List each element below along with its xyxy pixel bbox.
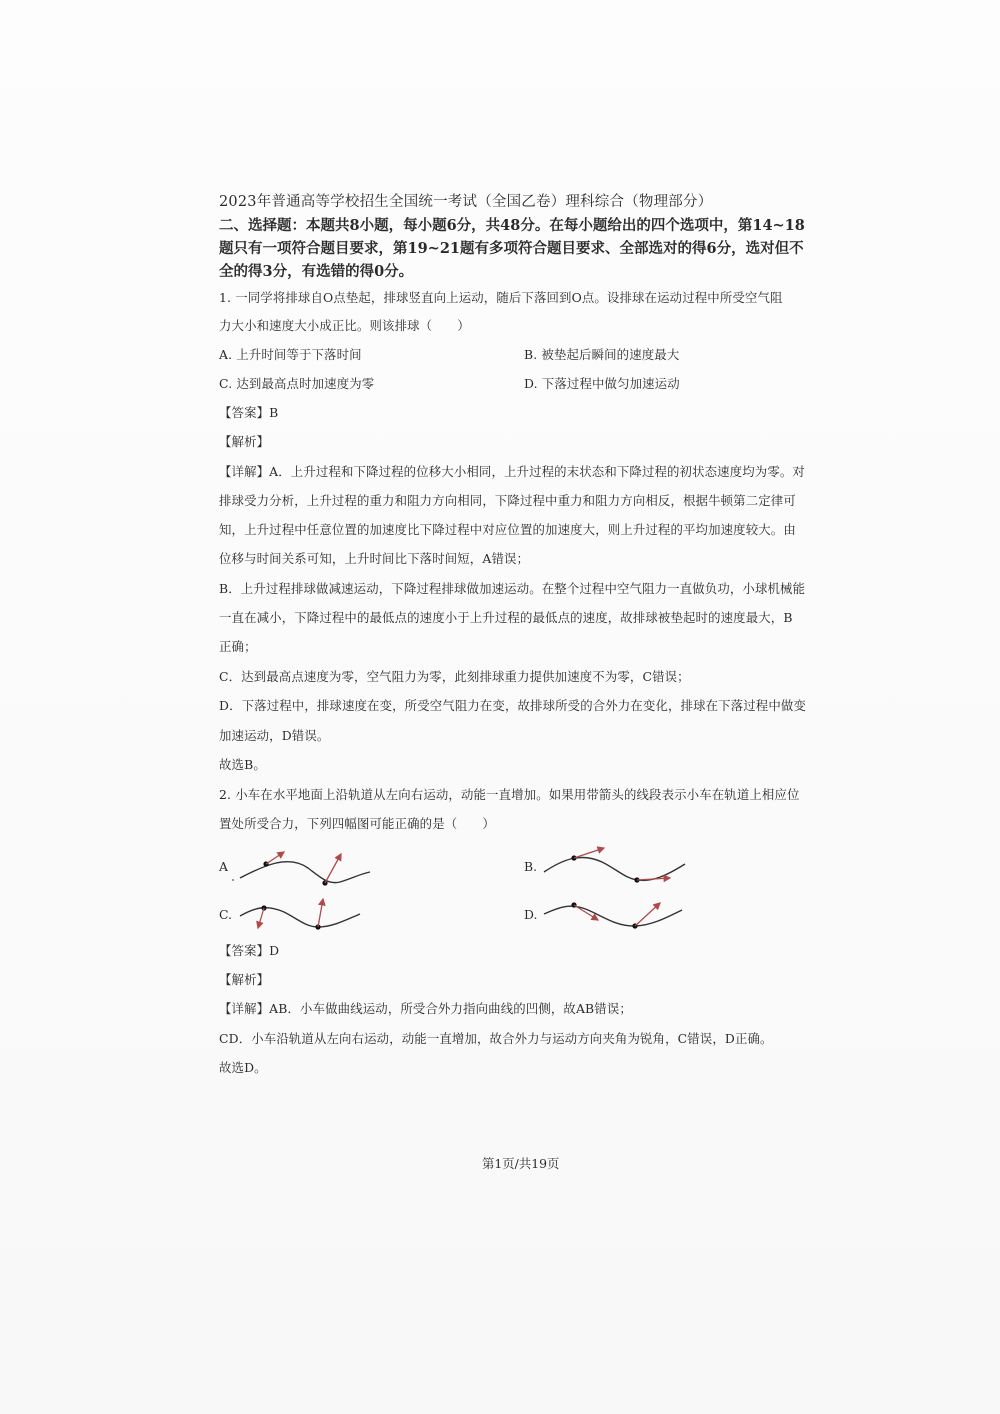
q1-detail-line-8: C．达到最高点速度为零，空气阻力为零，此刻排球重力提供加速度不为零，C错误； bbox=[219, 669, 690, 684]
q1-detail-line-10: 加速运动，D错误。 bbox=[219, 728, 330, 743]
q1-detail-line-5: B．上升过程排球做减速运动，下降过程排球做加速运动。在整个过程中空气阻力一直做负功，小球机械能 bbox=[219, 581, 806, 596]
q2-figure-b bbox=[540, 840, 690, 892]
q1-answer: 【答案】B bbox=[219, 405, 279, 420]
q1-option-a: A. 上升时间等于下落时间 bbox=[219, 347, 362, 362]
q1-detail-line-2: 排球受力分析，上升过程的重力和阻力方向相同，下降过程中重力和阻力方向相反，根据牛顿第二定律可 bbox=[219, 493, 796, 508]
q1-stem-line-1: 1. 一同学将排球自O点垫起，排球竖直向上运动，随后下落回到O点。设排球在运动过程中所受空气阻 bbox=[219, 290, 783, 305]
q1-detail-line-1: 【详解】A．上升过程和下降过程的位移大小相同，上升过程的末状态和下降过程的初状态速度均为零。对 bbox=[219, 464, 805, 479]
section-instructions-line-3: 全的得3分，有选错的得0分。 bbox=[219, 263, 414, 280]
q1-option-d: D. 下落过程中做匀加速运动 bbox=[524, 376, 680, 391]
q2-detail-line-1: 【详解】AB．小车做曲线运动，所受合外力指向曲线的凹侧，故AB错误； bbox=[219, 1001, 632, 1016]
q2-detail-line-3: 故选D。 bbox=[219, 1060, 267, 1075]
q2-stem-line-1: 2. 小车在水平地面上沿轨道从左向右运动，动能一直增加。如果用带箭头的线段表示小车在轨道上相应位 bbox=[219, 787, 800, 802]
force-arrow bbox=[258, 908, 264, 928]
q2-detail-line-2: CD．小车沿轨道从左向右运动，动能一直增加，故合外力与运动方向夹角为锐角，C错误，D正确。 bbox=[219, 1031, 773, 1046]
q1-detail-line-11: 故选B。 bbox=[219, 757, 266, 772]
force-arrow bbox=[318, 899, 323, 927]
track-curve bbox=[544, 906, 682, 926]
track-curve bbox=[544, 857, 685, 880]
q1-detail-line-3: 知，上升过程中任意位置的加速度比下降过程中对应位置的加速度大，则上升过程的平均加速度较大。由 bbox=[219, 522, 796, 537]
q2-figure-label-a: A bbox=[219, 859, 228, 874]
q1-detail-line-6: 一直在减小，下降过程中的最低点的速度小于上升过程的最低点的速度，故排球被垫起时的速度最大，B bbox=[219, 610, 793, 625]
force-arrow bbox=[574, 848, 604, 858]
q2-answer: 【答案】D bbox=[219, 943, 280, 958]
q2-figure-label-c: C. bbox=[219, 907, 232, 922]
q2-analysis-heading: 【解析】 bbox=[219, 972, 270, 987]
section-instructions-line-1: 二、选择题：本题共8小题，每小题6分，共48分。在每小题给出的四个选项中，第14~18 bbox=[219, 217, 805, 234]
force-arrow bbox=[635, 903, 660, 926]
q2-figure-d bbox=[540, 892, 690, 940]
q1-analysis-heading: 【解析】 bbox=[219, 434, 270, 449]
exam-title: 2023年普通高等学校招生全国统一考试（全国乙卷）理科综合（物理部分） bbox=[219, 194, 713, 210]
q1-detail-line-4: 位移与时间关系可知，上升时间比下落时间短，A错误； bbox=[219, 551, 530, 566]
q1-detail-line-9: D．下落过程中，排球速度在变，所受空气阻力在变，故排球所受的合外力在变化，排球在下落过程中做变 bbox=[219, 698, 806, 713]
page-footer: 第1页/共19页 bbox=[482, 1156, 560, 1171]
q2-figure-a bbox=[228, 840, 378, 892]
section-instructions-line-2: 题只有一项符合题目要求，第19~21题有多项符合题目要求、全部选对的得6分，选对但不 bbox=[219, 240, 804, 257]
q1-detail-line-7: 正确； bbox=[219, 639, 257, 654]
q2-figure-label-d: D. bbox=[524, 907, 538, 922]
track-curve bbox=[240, 862, 370, 883]
track-curve bbox=[240, 908, 360, 927]
q2-figure-label-b: B. bbox=[524, 859, 538, 874]
q1-option-b: B. 被垫起后瞬间的速度最大 bbox=[524, 347, 680, 362]
q2-figure-c bbox=[234, 894, 374, 942]
force-arrow bbox=[325, 854, 341, 883]
q1-option-c: C. 达到最高点时加速度为零 bbox=[219, 376, 375, 391]
q1-stem-line-2: 力大小和速度大小成正比。则该排球（ ） bbox=[219, 318, 470, 333]
q2-stem-line-2: 置处所受合力，下列四幅图可能正确的是（ ） bbox=[219, 816, 495, 831]
